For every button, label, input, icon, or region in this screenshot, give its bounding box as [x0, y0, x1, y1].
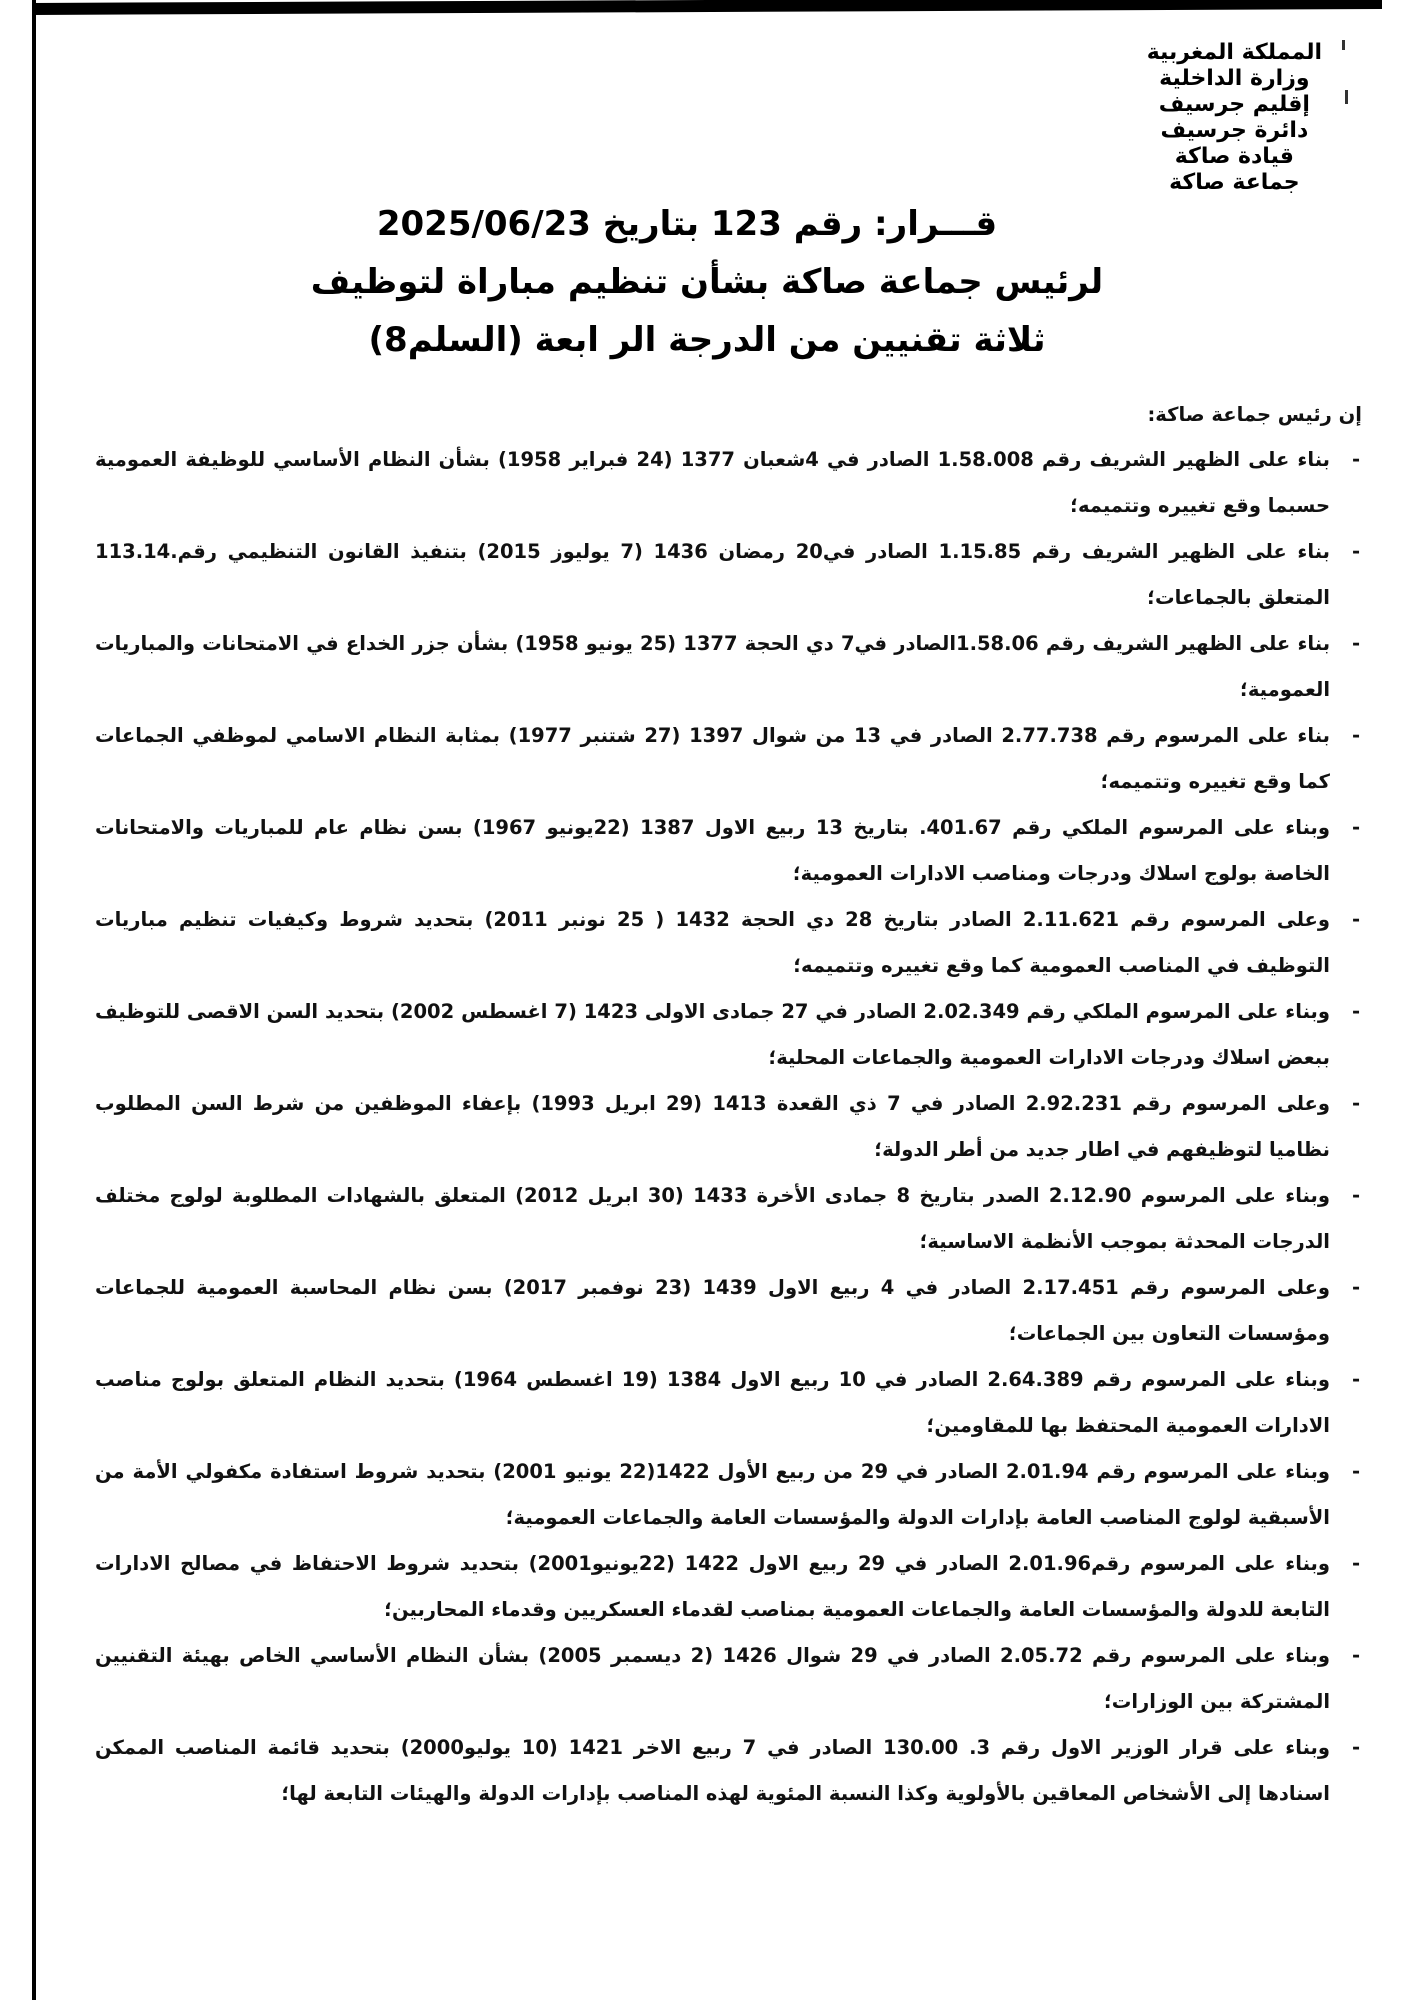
legal-reference-text: وبناء على قرار الوزير الاول رقم 3. 130.00 الصادر في 7 ربيع الاخر 1421 (10 يوليو2000) بتحديد قائمة المناصب الممكن اسنادها إلى الأشخاص المعاقين بالأولوية وكذا النسبة المئوية لهذه المناصب بإدارات الدولة والهيئات التابعة لها؛ — [95, 1736, 1330, 1805]
bullet-dash: - — [1351, 816, 1361, 839]
legal-reference-text: وبناء على المرسوم الملكي رقم 2.02.349 الصادر في 27 جمادى الاولى 1423 (7 اغسطس 2002) بتحديد السن الاقصى للتوظيف ببعض اسلاك ودرجات الادارات العمومية والجماعات المحلية؛ — [95, 1000, 1330, 1069]
legal-reference-text: وبناء على المرسوم رقم 2.01.94 الصادر في 29 من ربيع الأول 1422(22 يونيو 2001) بتحديد شروط استفادة مكفولي الأمة من الأسبقية لولوج المناصب العامة بإدارات الدولة والمؤسسات العامة والجماعات العمومية؛ — [95, 1460, 1331, 1529]
letterhead-caidat: قيادة صاكة — [1174, 144, 1294, 169]
bullet-dash: - — [1351, 908, 1361, 931]
legal-references-list — [95, 437, 1362, 1817]
legal-reference-item — [95, 1541, 1362, 1633]
legal-reference-item — [95, 621, 1362, 713]
legal-reference-text: وبناء على المرسوم رقم 2.64.389 الصادر في 10 ربيع الاول 1384 (19 اغسطس 1964) بتحديد النظام المتعلق بولوج مناصب الادارات العمومية المحتفظ بها للمقاومين؛ — [95, 1368, 1330, 1437]
legal-reference-text: وعلى المرسوم رقم 2.17.451 الصادر في 4 ربيع الاول 1439 (23 نوفمبر 2017) بسن نظام المحاسبة العمومية للجماعات ومؤسسات التعاون بين الجماعات؛ — [95, 1276, 1331, 1345]
bullet-dash: - — [1351, 632, 1361, 655]
legal-reference-item — [95, 1173, 1362, 1265]
bullet-dash: - — [1351, 724, 1361, 747]
legal-reference-item — [95, 1725, 1362, 1817]
legal-reference-text: بناء على الظهير الشريف رقم 1.58.06الصادر في7 دي الحجة 1377 (25 يونيو 1958) بشأن جزر الخداع في الامتحانات والمباريات العمومية؛ — [95, 632, 1331, 701]
legal-reference-text: وعلى المرسوم رقم 2.11.621 الصادر بتاريخ 28 دي الحجة 1432 ( 25 نونبر 2011) بتحديد شروط وكيفيات تنظيم مباريات التوظيف في المناصب العمومية كما وقع تغييره وتتميمه؛ — [95, 908, 1330, 977]
legal-reference-text: وبناء على المرسوم 2.12.90 الصدر بتاريخ 8 جمادى الأخرة 1433 (30 ابريل 2012) المتعلق بالشهادات المطلوبة لولوج مختلف الدرجات المحدثة بموجب الأنظمة الاساسية؛ — [95, 1184, 1330, 1253]
legal-reference-item — [95, 437, 1362, 529]
letterhead-province: إقليم جرسيف — [1158, 92, 1310, 117]
legal-reference-item — [95, 805, 1362, 897]
legal-reference-item — [95, 529, 1362, 621]
bullet-dash: - — [1351, 1092, 1361, 1115]
bullet-dash: - — [1351, 448, 1361, 471]
legal-reference-item — [95, 1357, 1362, 1449]
legal-reference-text: بناء على الظهير الشريف رقم 1.15.85 الصادر في20 رمضان 1436 (7 يوليوز 2015) بتنفيذ القانون التنظيمي رقم.113.14 المتعلق بالجماعات؛ — [95, 540, 1331, 609]
bullet-dash: - — [1351, 1000, 1361, 1023]
legal-reference-text: وبناء على المرسوم رقم2.01.96 الصادر في 29 ربيع الاول 1422 (22يونيو2001) بتحديد شروط الاحتفاظ في مصالح الادارات التابعة للدولة والمؤسسات العامة والجماعات العمومية بمناصب لقدماء العسكريين وقدماء المحاربين؛ — [95, 1552, 1330, 1621]
legal-reference-item — [95, 713, 1362, 805]
bullet-dash: - — [1351, 1644, 1361, 1667]
legal-reference-item — [95, 1081, 1362, 1173]
legal-reference-text: بناء على الظهير الشريف رقم 1.58.008 الصادر في 4شعبان 1377 (24 فبراير 1958) بشأن النظام الأساسي للوظيفة العمومية حسبما وقع تغييره وتتميمه؛ — [95, 448, 1330, 517]
bullet-dash: - — [1351, 1184, 1361, 1207]
preamble-intro: إن رئيس جماعة صاكة: — [1147, 403, 1362, 426]
decision-positions: ثلاثة تقنيين من الدرجة الر ابعة (السلم8) — [368, 320, 1046, 360]
legal-reference-item — [95, 1633, 1362, 1725]
legal-reference-item — [95, 989, 1362, 1081]
decision-number-date: قـــرار: رقم 123 بتاريخ 2025/06/23 — [376, 204, 998, 244]
legal-reference-text: وعلى المرسوم رقم 2.92.231 الصادر في 7 ذي القعدة 1413 (29 ابريل 1993) بإعفاء الموظفين من شرط السن المطلوب نظاميا لتوظيفهم في اطار جديد من أطر الدولة؛ — [95, 1092, 1330, 1161]
decision-subject: لرئيس جماعة صاكة بشأن تنظيم مباراة لتوظيف — [310, 262, 1104, 302]
legal-reference-item — [95, 1449, 1362, 1541]
letterhead-ministry: وزارة الداخلية — [1159, 66, 1310, 91]
decision-body — [95, 397, 1362, 1817]
legal-reference-text: بناء على المرسوم رقم 2.77.738 الصادر في 13 من شوال 1397 (27 شتنبر 1977) بمثابة النظام الاسامي لموظفي الجماعات كما وقع تغييره وتتميمه؛ — [95, 724, 1330, 793]
bullet-dash: - — [1351, 1736, 1361, 1759]
bullet-dash: - — [1351, 1460, 1361, 1483]
decision-title — [0, 195, 1414, 369]
legal-reference-text: وبناء على المرسوم الملكي رقم 401.67. بتاريخ 13 ربيع الاول 1387 (22يونيو 1967) بسن نظام عام للمباريات والامتحانات الخاصة بولوج اسلاك ودرجات ومناصب الادارات العمومية؛ — [95, 816, 1330, 885]
legal-reference-item — [95, 1265, 1362, 1357]
letterhead-commune: جماعة صاكة — [1169, 170, 1300, 195]
scan-speck — [1342, 40, 1345, 50]
bullet-dash: - — [1351, 1552, 1361, 1575]
bullet-dash: - — [1351, 1368, 1361, 1391]
bullet-dash: - — [1351, 540, 1361, 563]
letterhead — [1147, 40, 1322, 196]
scan-speck — [1345, 90, 1348, 104]
legal-reference-item — [95, 897, 1362, 989]
bullet-dash: - — [1351, 1276, 1361, 1299]
legal-reference-text: وبناء على المرسوم رقم 2.05.72 الصادر في 29 شوال 1426 (2 ديسمبر 2005) بشأن النظام الأساسي الخاص بهيئة التقنيين المشتركة بين الوزارات؛ — [95, 1644, 1330, 1713]
letterhead-district: دائرة جرسيف — [1160, 118, 1309, 143]
letterhead-kingdom: المملكة المغربية — [1146, 40, 1322, 65]
